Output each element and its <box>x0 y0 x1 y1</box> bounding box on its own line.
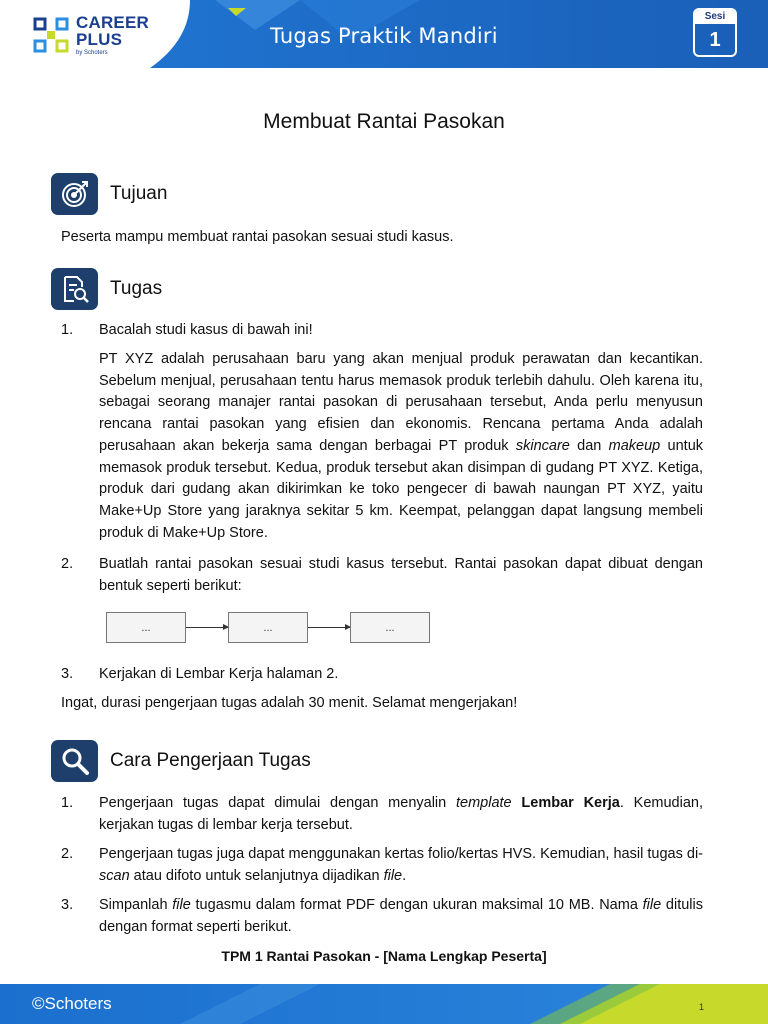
section-tugas-header <box>51 268 162 310</box>
page-header <box>0 0 768 68</box>
text-bold: Lembar Kerja <box>521 795 620 811</box>
section-cara-header <box>51 740 311 782</box>
session-label: Sesi <box>695 10 735 24</box>
text-italic: template <box>456 795 512 811</box>
page-number: 1 <box>699 1002 705 1012</box>
document-title: Membuat Rantai Pasokan <box>263 110 505 133</box>
list-text <box>99 895 703 938</box>
logo-career-text: CAREER <box>76 13 149 32</box>
list-text <box>99 844 703 887</box>
header-title: Tugas Praktik Mandiri <box>270 24 498 48</box>
flow-box: ... <box>228 612 308 643</box>
page-footer <box>0 984 768 1024</box>
text-part: . Kemudian, kerjakan tugas di lembar kerja tersebut. <box>99 795 703 833</box>
magnifier-icon <box>51 740 98 782</box>
list-text <box>99 793 703 836</box>
list-number: 1. <box>61 322 74 338</box>
list-text: Buatlah rantai pasokan sesuai studi kasus tersebut. Rantai pasokan dapat dibuat dengan bentuk seperti berikut: <box>99 556 703 594</box>
tugas-item-2 <box>61 554 703 597</box>
section-tujuan-title: Tujuan <box>110 183 168 204</box>
footer-brand: ©Schoters <box>32 994 112 1013</box>
tugas-item-3 <box>61 664 703 686</box>
case-text-part: PT XYZ adalah perusahaan baru yang akan menjual produk perawatan dan kecantikan. Sebelum menjual, perusahaan tentu harus memasok produk terlebih dahulu. Oleh karena itu, sebagai seorang manajer rantai pasokan di perusahaan tersebut, Anda perlu menyusun rencana rantai pasokan yang efisien dan ekonomis. Rencana pertama Anda adalah perusahaan akan bekerja sama dengan berbagai PT produk <box>99 351 703 454</box>
tujuan-text: Peserta mampu membuat rantai pasokan sesuai studi kasus. <box>61 229 454 245</box>
flow-box: ... <box>350 612 430 643</box>
text-italic: file <box>172 897 191 913</box>
case-text-part: untuk memasok produk tersebut. Kedua, produk tersebut akan disimpan di gudang PT XYZ. Ketiga, produk dari gudang akan dikirimkan ke toko pengecer di bawah naungan PT XYZ, yaitu Make+Up Store yang jaraknya sekitar 5 km. Keempat, pelanggan dapat langsung membeli produk di Make+Up Store. <box>99 437 704 541</box>
section-cara-title: Cara Pengerjaan Tugas <box>110 750 311 771</box>
list-text: Bacalah studi kasus di bawah ini! <box>99 322 313 338</box>
career-plus-logo-mark-icon <box>32 16 70 54</box>
reminder-text: Ingat, durasi pengerjaan tugas adalah 30 menit. Selamat mengerjakan! <box>61 695 518 711</box>
text-part: tugasmu dalam format PDF dengan ukuran maksimal 10 MB. Nama <box>190 897 643 913</box>
list-text: Kerjakan di Lembar Kerja halaman 2. <box>99 666 339 682</box>
list-number: 3. <box>61 666 74 682</box>
flow-arrow <box>186 627 228 628</box>
list-number: 3. <box>61 897 74 913</box>
text-part: Simpanlah <box>99 897 173 913</box>
text-part: . <box>402 867 407 884</box>
text-italic: scan <box>99 867 130 884</box>
case-text-part: dan <box>569 437 609 454</box>
session-number: 1 <box>709 29 721 51</box>
cara-item-2 <box>61 844 703 887</box>
text-part: Pengerjaan tugas dapat dimulai dengan menyalin <box>99 795 456 811</box>
section-tujuan-header <box>51 173 167 215</box>
session-badge <box>693 8 737 57</box>
career-plus-logo <box>32 14 149 56</box>
cara-item-1 <box>61 793 703 836</box>
list-number: 2. <box>61 556 74 572</box>
list-number: 1. <box>61 795 74 811</box>
section-tugas-title: Tugas <box>110 278 163 299</box>
supply-chain-flow-diagram <box>106 612 430 644</box>
text-part: ditulis dengan format seperti berikut. <box>99 897 703 935</box>
text-part: Pengerjaan tugas juga dapat menggunakan kertas folio/kertas HVS. Kemudian, hasil tugas di- <box>99 846 703 862</box>
target-icon <box>51 173 98 215</box>
case-study-text <box>99 349 703 544</box>
logo-plus-text: PLUS <box>76 30 123 49</box>
text-part: atau difoto untuk selanjutnya dijadikan <box>129 867 384 884</box>
cara-item-3 <box>61 895 703 938</box>
text-part <box>512 795 522 811</box>
document-search-icon <box>51 268 98 310</box>
list-number: 2. <box>61 846 74 862</box>
case-text-italic: skincare <box>515 437 570 454</box>
text-italic: file <box>383 867 403 884</box>
text-italic: file <box>642 897 662 913</box>
flow-box: ... <box>106 612 186 643</box>
footer-banner <box>0 984 768 1024</box>
case-text-italic: makeup <box>608 437 661 454</box>
file-name-format: TPM 1 Rantai Pasokan - [Nama Lengkap Peserta] <box>221 948 547 964</box>
tugas-item-1 <box>61 320 703 342</box>
flow-arrow <box>308 627 350 628</box>
logo-by-text: by Schoters <box>76 50 108 56</box>
